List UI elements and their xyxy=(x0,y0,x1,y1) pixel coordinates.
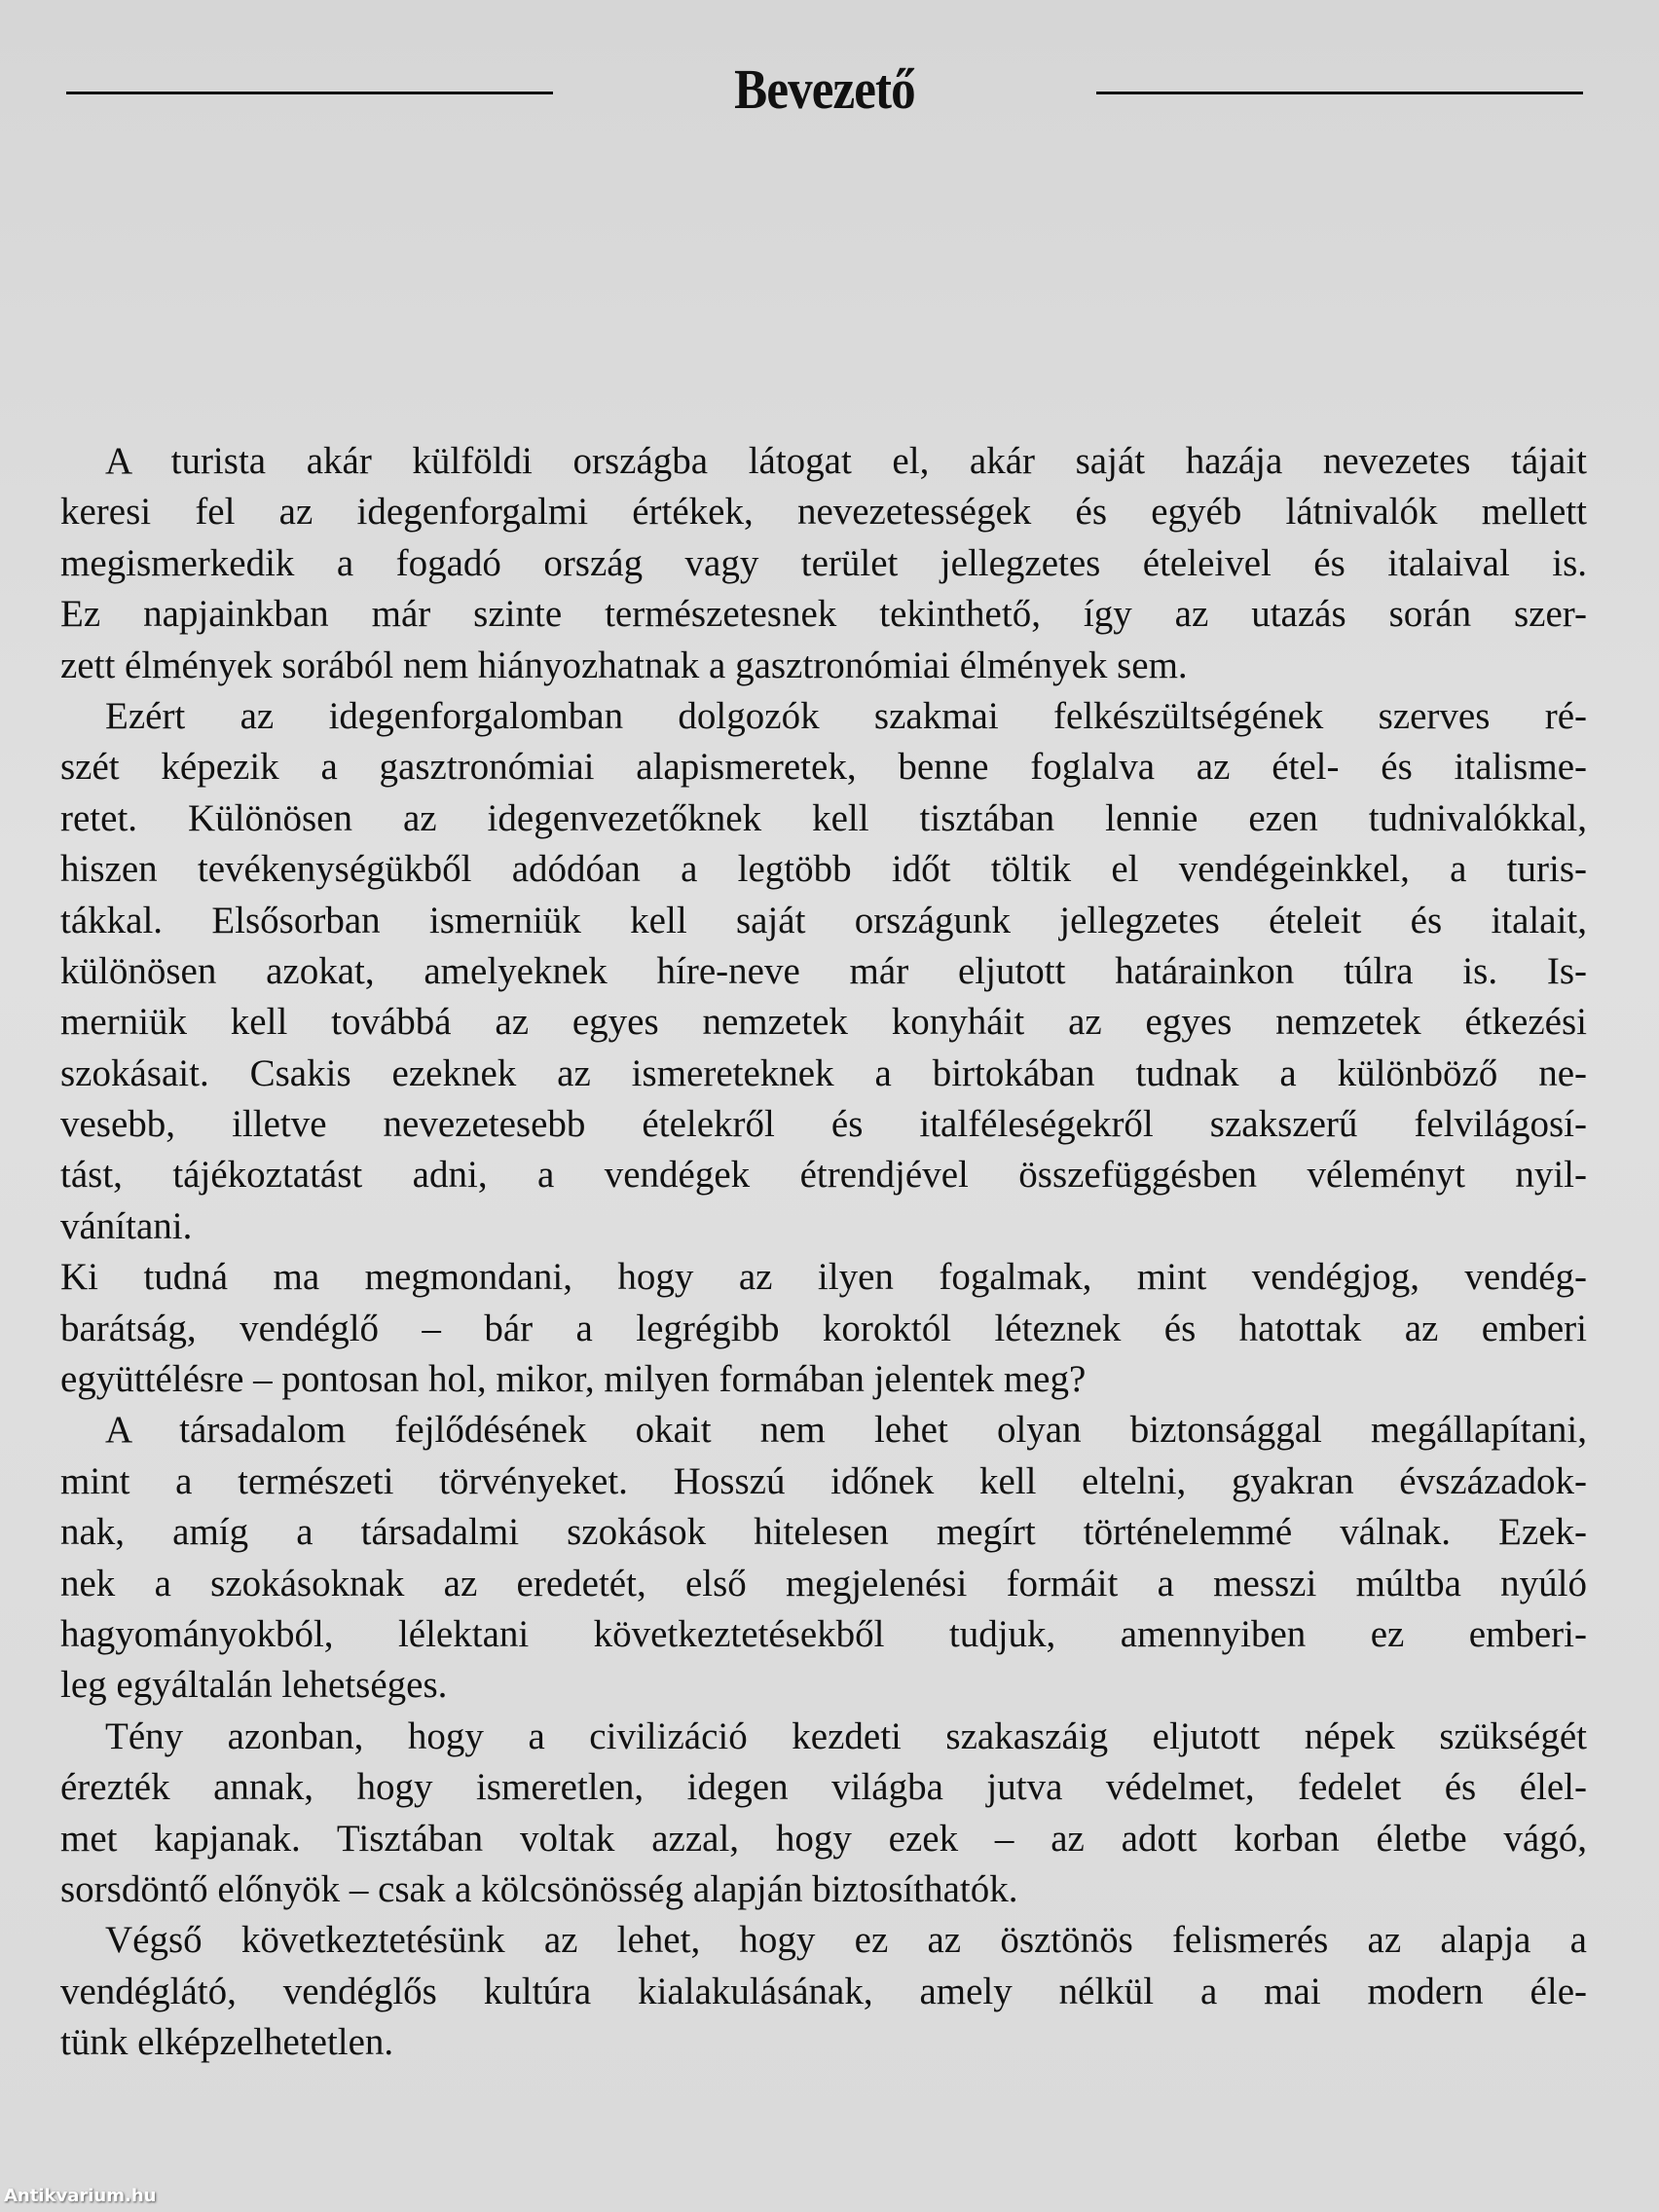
text-line: nek a szokásoknak az eredetét, első megjelenési formáit a messzi múltba nyúló xyxy=(60,1562,1587,1604)
body-text xyxy=(60,436,1587,2069)
watermark: Antikvarium.hu xyxy=(4,2186,157,2206)
text-line: tünk elképzelhetetlen. xyxy=(60,2021,394,2064)
text-line: szét képezik a gasztronómiai alapismeretek, benne foglalva az étel- és italisme- xyxy=(60,746,1587,789)
chapter-header xyxy=(60,56,1589,134)
text-line: szokásait. Csakis ezeknek az ismereteknek a birtokában tudnak a különböző ne- xyxy=(60,1051,1587,1094)
text-line: Végső következtetésünk az lehet, hogy ez az ösztönös felismerés az alapja a xyxy=(105,1919,1587,1962)
text-line: A turista akár külföldi országba látogat el, akár saját hazája nevezetes tájait xyxy=(105,440,1587,482)
text-line: Ezért az idegenforgalomban dolgozók szakmai felkészültségének szerves ré- xyxy=(105,694,1587,737)
text-line: leg egyáltalán lehetséges. xyxy=(60,1664,448,1707)
right-title-rule xyxy=(1096,92,1583,94)
text-line: tást, tájékoztatást adni, a vendégek étrendjével összefüggésben véleményt nyil- xyxy=(60,1154,1587,1197)
text-line: Ez napjainkban már szinte természetesnek tekinthető, így az utazás során szer- xyxy=(60,593,1587,636)
paragraph xyxy=(60,1915,1587,2068)
text-line: nak, amíg a társadalmi szokások hitelesen megírt történelemmé válnak. Ezek- xyxy=(60,1511,1587,1554)
text-line: hiszen tevékenységükből adódóan a legtöbb időt töltik el vendégeinkkel, a turis- xyxy=(60,848,1587,891)
text-line: keresi fel az idegenforgalmi értékek, nevezetességek és egyéb látnivalók mellett xyxy=(60,491,1587,534)
paragraph xyxy=(60,1712,1587,1916)
text-line: mint a természeti törvényeket. Hosszú időnek kell eltelni, gyakran évszázadok- xyxy=(60,1459,1587,1502)
text-line: vesebb, illetve nevezetesebb ételekről és italféleségekről szakszerű felvilágosí- xyxy=(60,1103,1587,1146)
text-line: vendéglátó, vendéglős kultúra kialakulásának, amely nélkül a mai modern éle- xyxy=(60,1970,1587,2012)
text-line: Ki tudná ma megmondani, hogy az ilyen fogalmak, mint vendégjog, vendég- xyxy=(60,1256,1587,1299)
text-line: tákkal. Elsősorban ismerniük kell saját országunk jellegzetes ételeit és italait, xyxy=(60,899,1587,941)
text-line: merniük kell továbbá az egyes nemzetek konyháit az egyes nemzetek étkezési xyxy=(60,1001,1587,1044)
text-line: retet. Különösen az idegenvezetőknek kell tisztában lennie ezen tudnivalókkal, xyxy=(60,796,1587,839)
text-line: hagyományokból, lélektani következtetésekből tudjuk, amennyiben ez emberi- xyxy=(60,1612,1587,1655)
text-line: együttélésre – pontosan hol, mikor, milyen formában jelentek meg? xyxy=(60,1358,1087,1401)
paragraph xyxy=(60,1252,1587,1405)
text-line: érezték annak, hogy ismeretlen, idegen világba jutva védelmet, fedelet és élel- xyxy=(60,1766,1587,1809)
paragraph xyxy=(60,436,1587,691)
text-line: megismerkedik a fogadó ország vagy terület jellegzetes ételeivel és italaival is. xyxy=(60,541,1587,584)
paragraph xyxy=(60,691,1587,1252)
text-line: különösen azokat, amelyeknek híre-neve már eljutott határainkon túlra is. Is- xyxy=(60,949,1587,992)
paragraph xyxy=(60,1405,1587,1711)
text-line: zett élmények sorából nem hiányozhatnak a gasztronómiai élmények sem. xyxy=(60,644,1188,686)
text-line: sorsdöntő előnyök – csak a kölcsönösség alapján biztosíthatók. xyxy=(60,1867,1018,1910)
text-line: Tény azonban, hogy a civilizáció kezdeti szakaszáig eljutott népek szükségét xyxy=(105,1714,1587,1757)
chapter-title: Bevezető xyxy=(734,57,915,121)
text-line: met kapjanak. Tisztában voltak azzal, hogy ezek – az adott korban életbe vágó, xyxy=(60,1817,1587,1860)
text-line: A társadalom fejlődésének okait nem lehet olyan biztonsággal megállapítani, xyxy=(105,1409,1587,1452)
text-line: vánítani. xyxy=(60,1204,193,1247)
text-line: barátság, vendéglő – bár a legrégibb koroktól léteznek és hatottak az emberi xyxy=(60,1307,1587,1349)
